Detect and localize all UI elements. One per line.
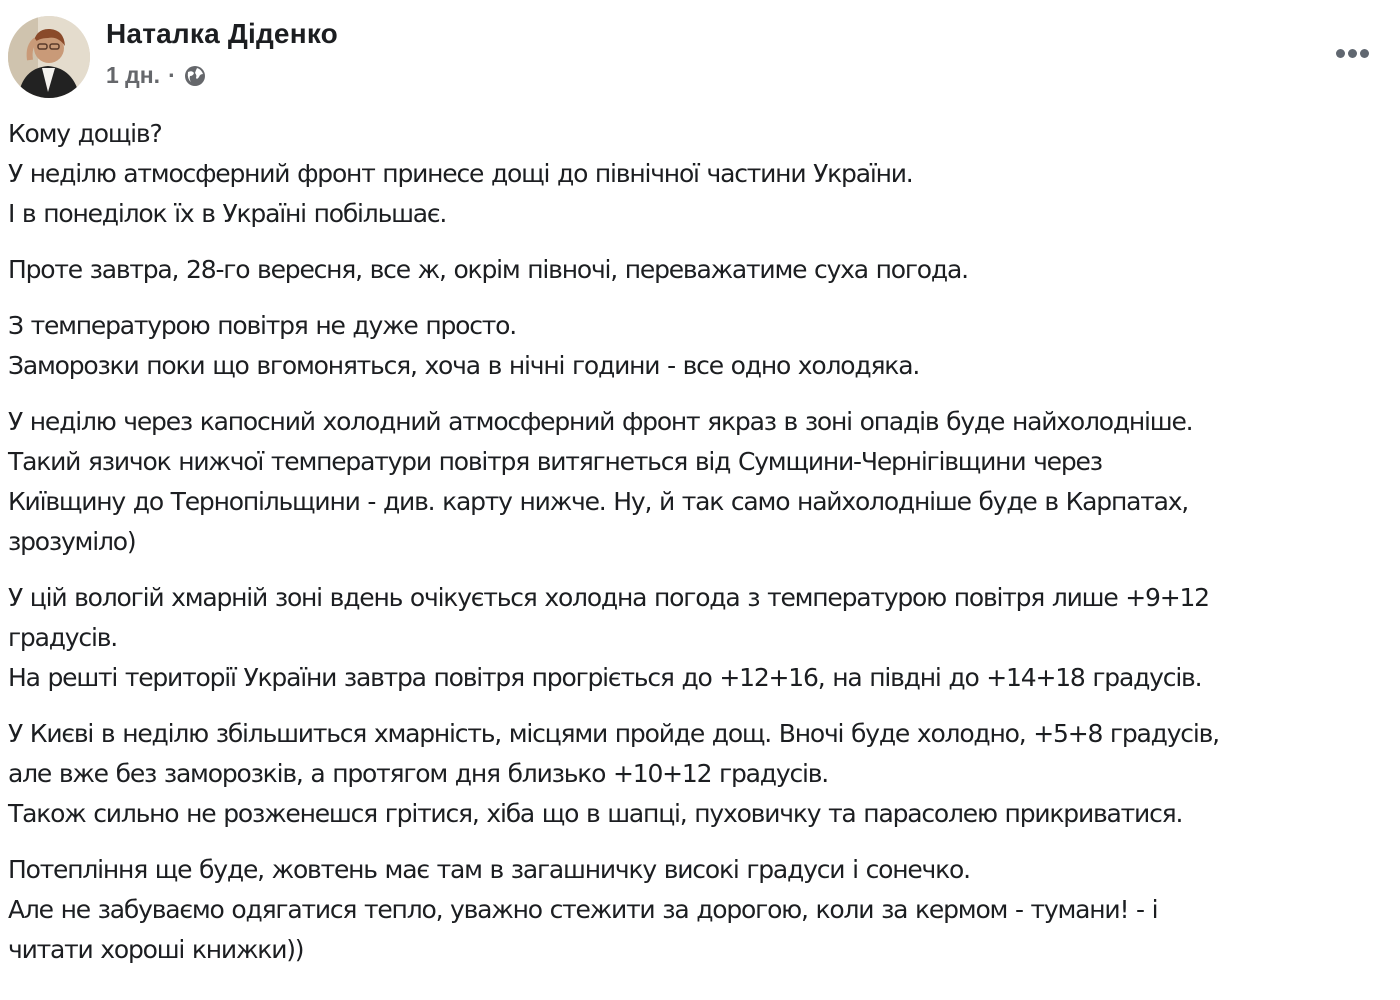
avatar[interactable] <box>8 16 90 98</box>
post-line: У цій вологій хмарній зоні вдень очікується холодна погода з температурою повітря лише +9+12 <box>8 583 1209 612</box>
post-paragraph <box>8 402 1398 562</box>
post-line: Також сильно не розженешся грітися, хіба що в шапці, пуховичку та парасолею прикриватися. <box>8 799 1183 828</box>
meta-separator: · <box>168 62 176 88</box>
more-options-button[interactable] <box>1330 38 1374 68</box>
post-line: Потепління ще буде, жовтень має там в загашничку високі градуси і сонечко. <box>8 855 970 884</box>
post-paragraph <box>8 714 1398 834</box>
post-line: На решті території України завтра повітря прогріється до +12+16, на півдні до +14+18 градусів. <box>8 663 1202 692</box>
post-timestamp[interactable]: 1 дн. <box>106 62 161 88</box>
post-line: Але не забуваємо одягатися тепло, уважно стежити за дорогою, коли за кермом - тумани! - і <box>8 895 1158 924</box>
post-line: градусів. <box>8 623 117 652</box>
more-options-icon-dot <box>1348 49 1357 58</box>
post-paragraph <box>8 578 1398 698</box>
author-name[interactable]: Наталка Діденко <box>106 18 338 49</box>
avatar-photo-icon <box>8 16 90 98</box>
post-line: Такий язичок нижчої температури повітря витягнеться від Сумщини-Чернігівщини через <box>8 447 1102 476</box>
post-line: Заморозки поки що вгомоняться, хоча в нічні години - все одно холодяка. <box>8 351 920 380</box>
post-line: Проте завтра, 28-го вересня, все ж, окрім півночі, переважатиме суха погода. <box>8 255 968 284</box>
post-line: У Києві в неділю збільшиться хмарність, місцями пройде дощ. Вночі буде холодно, +5+8 градусів, <box>8 719 1219 748</box>
post-line: зрозуміло) <box>8 527 136 556</box>
post-line: але вже без заморозків, а протягом дня близько +10+12 градусів. <box>8 759 829 788</box>
post-line: І в понеділок їх в Україні побільшає. <box>8 199 447 228</box>
post-paragraph <box>8 850 1398 970</box>
post-line: У неділю через капосний холодний атмосферний фронт якраз в зоні опадів буде найхолодніше. <box>8 407 1193 436</box>
post-line: У неділю атмосферний фронт принесе дощі до північної частини України. <box>8 159 913 188</box>
post-line: З температурою повітря не дуже просто. <box>8 311 517 340</box>
post-paragraph <box>8 114 1398 234</box>
globe-icon[interactable] <box>184 65 206 87</box>
post-meta <box>106 62 206 89</box>
more-options-icon-dot <box>1360 49 1369 58</box>
post-paragraph <box>8 306 1398 386</box>
post-line: Київщину до Тернопільщини - див. карту нижче. Ну, й так само найхолодніше буде в Карпатах, <box>8 487 1189 516</box>
more-options-icon-dot <box>1336 49 1345 58</box>
post-line: читати хороші книжки)) <box>8 935 304 964</box>
post-header <box>0 0 1400 110</box>
post-body <box>8 114 1398 986</box>
post-paragraph <box>8 250 1398 290</box>
post-line: Кому дощів? <box>8 119 162 148</box>
